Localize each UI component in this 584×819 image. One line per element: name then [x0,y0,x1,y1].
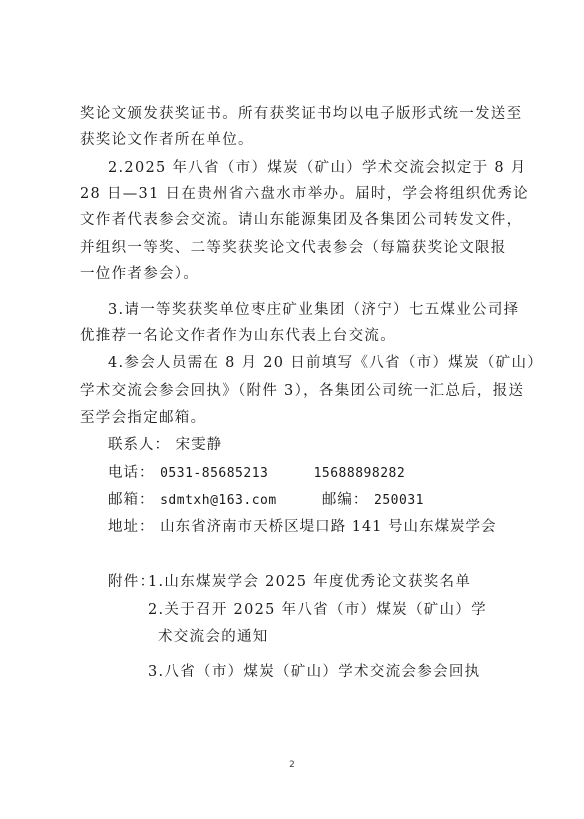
attachment-item-2: 2.关于召开 2025 年八省（市）煤炭（矿山）学 [148,602,487,618]
body-text-line: 学术交流会参会回执》（附件 3），各集团公司统一汇总后，报送 [80,383,525,399]
contact-phone [108,463,405,484]
zip-code: 250031 [374,493,424,508]
address-value: 山东省济南市天桥区堤口路 141 号山东煤炭学会 [160,519,497,535]
email-address: sdmtxh@163.com [160,493,277,508]
body-text-line: 文作者代表参会交流。请山东能源集团及各集团公司转发文件， [80,212,523,228]
contact-person-name: 宋雯静 [175,437,223,453]
page-number: 2 [289,760,295,770]
body-text-line: 获奖论文作者所在单位。 [80,132,254,148]
body-text-line: 3.请一等奖获奖单位枣庄矿业集团（济宁）七五煤业公司择 [108,302,520,318]
email-label: 邮箱： [108,492,155,508]
body-text-line: 28 日—31 日在贵州省六盘水市举办。届时，学会将组织优秀论 [80,186,529,202]
contact-person [108,435,222,455]
body-text-line: 奖论文颁发获奖证书。所有获奖证书均以电子版形式统一发送至 [80,106,523,122]
contact-address [108,517,497,537]
body-text-line: 4.参会人员需在 8 月 20 日前填写《八省（市）煤炭（矿山） [108,355,544,371]
attachment-item-3: 3.八省（市）煤炭（矿山）学术交流会参会回执 [148,664,481,680]
phone-number-1: 0531-85685213 [160,466,269,481]
zip-label: 邮编： [321,492,369,508]
contact-email [108,490,424,511]
address-label: 地址： [108,519,155,535]
phone-label: 电话： [108,465,155,481]
body-text-line: 一位作者参会）。 [80,266,200,282]
body-text-line: 至学会指定邮箱。 [80,410,207,426]
body-text-line: 优推荐一名论文作者作为山东代表上台交流。 [80,328,396,344]
attachments-label: 附件： [108,574,156,590]
attachment-item-2-cont: 术交流会的通知 [158,629,269,645]
phone-number-2: 15688898282 [313,466,406,481]
body-text-line: 并组织一等奖、二等奖获奖论文代表参会（每篇获奖论文限报 [80,240,507,256]
body-text-line: 2.2025 年八省（市）煤炭（矿山）学术交流会拟定于 8 月 [108,160,527,176]
contact-person-label: 联系人： [108,437,170,453]
attachment-item-1: 1.山东煤炭学会 2025 年度优秀论文获奖名单 [148,574,472,590]
